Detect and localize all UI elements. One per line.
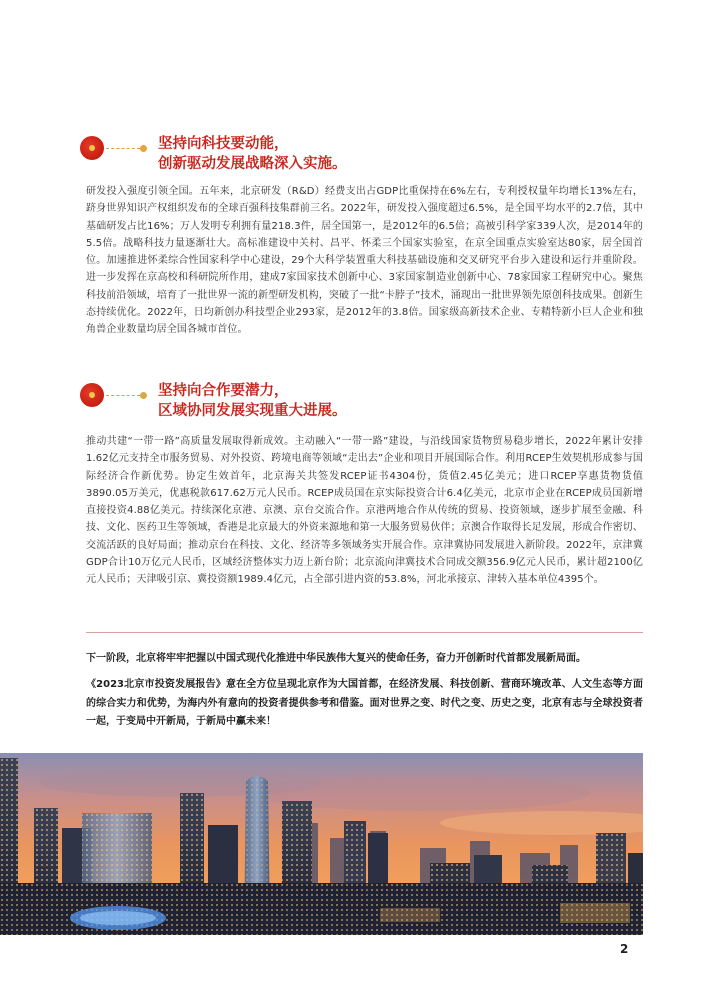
city-skyline-photo [0,753,643,935]
section-marker-icon [80,134,158,164]
closing-line2: 《2023北京市投资发展报告》意在全方位呈现北京作为大国首都，在经济发展、科技创新、营商环境改革、人文生态等方面的综合实力和优势，为海内外有意向的投资者提供参考和借鉴。面对世界之变、时代之变、历史之变，北京有志与全球投资者一起，于变局中开新局，于新局中赢未来！ [86,679,643,727]
section1-title-line2: 创新驱动发展战略深入实施。 [158,156,347,172]
page-number: 2 [620,942,629,956]
section1-title [158,134,347,174]
section1-body: 研发投入强度引领全国。五年来，北京研发（R&D）经费支出占GDP比重保持在6%左右，专利授权量年均增长13%左右，跻身世界知识产权组织发布的全球百强科技集群前三名。2022年，研发投入强度超过6.5%，是全国平均水平的2.7倍，其中基础研发占比16%；万人发明专利拥有量218.3件，居全国第一，是2012年的6.5倍；高被引科学家339人次，是2014年的5.5倍。战略科技力量逐渐壮大。高标准建设中关村、昌平、怀柔三个国家实验室，在京全国重点实验室达80家，居全国首位。加速推进怀柔综合性国家科学中心建设，29个大科学装置重大科技基础设施和交叉研究平台步入建设和运行并重阶段。进一步发挥在京高校和科研院所作用，建成7家国家技术创新中心、3家国家制造业创新中心、78家国家工程研究中心。聚焦科技前沿领域，培育了一批世界一流的新型研发机构，突破了一批“卡脖子”技术，涌现出一批世界领先原创科技成果。创新生态持续优化。2022年，日均新创办科技型企业293家，是2012年的3.8倍。国家级高新技术企业、专精特新小巨人企业和独角兽企业数量均居全国各城市首位。 [86,186,643,336]
section1-heading [80,134,347,174]
section2-title [158,381,347,421]
section1-title-line1: 坚持向科技要动能， [158,136,289,152]
section-marker-icon [80,381,158,411]
section2-title-line1: 坚持向合作要潜力， [158,383,289,399]
divider [86,632,643,633]
section2-title-line2: 区域协同发展实现重大进展。 [158,403,347,419]
section2-heading [80,381,347,421]
closing-line1: 下一阶段，北京将牢牢把握以中国式现代化推进中华民族伟大复兴的使命任务，奋力开创新时代首都发展新局面。 [86,653,586,664]
section2-body: 推动共建“一带一路”高质量发展取得新成效。主动融入“一带一路”建设，与沿线国家货物贸易稳步增长，2022年累计安排1.62亿元支持全市服务贸易、对外投资、跨境电商等领域“走出去”企业和项目开展国际合作。利用RCEP生效契机形成参与国际经济合作新优势。协定生效首年，北京海关共签发RCEP证书4304份，货值2.45亿美元；进口RCEP享惠货物货值3890.05万美元，优惠税款617.62万元人民币。RCEP成员国在京实际投资合计6.4亿美元，北京市企业在RCEP成员国新增直接投资4.88亿美元。持续深化京港、京澳、京台交流合作。京港两地合作从传统的贸易、投资领域，逐步扩展至金融、科技、文化、医药卫生等领域，香港是北京最大的外资来源地和第一大服务贸易伙伴；京澳合作取得长足发展，形成合作密切、交流活跃的良好局面；推动京台在科技、文化、经济等多领域务实开展合作。京津冀协同发展进入新阶段。2022年，京津冀GDP合计10万亿元人民币，区域经济整体实力迈上新台阶；北京流向津冀技术合同成交额356.9亿元人民币，累计超2100亿元人民币；天津吸引京、冀投资额1989.4亿元，占全部引进内资的53.8%，河北承接京、津转入基本单位4395个。 [86,436,643,586]
